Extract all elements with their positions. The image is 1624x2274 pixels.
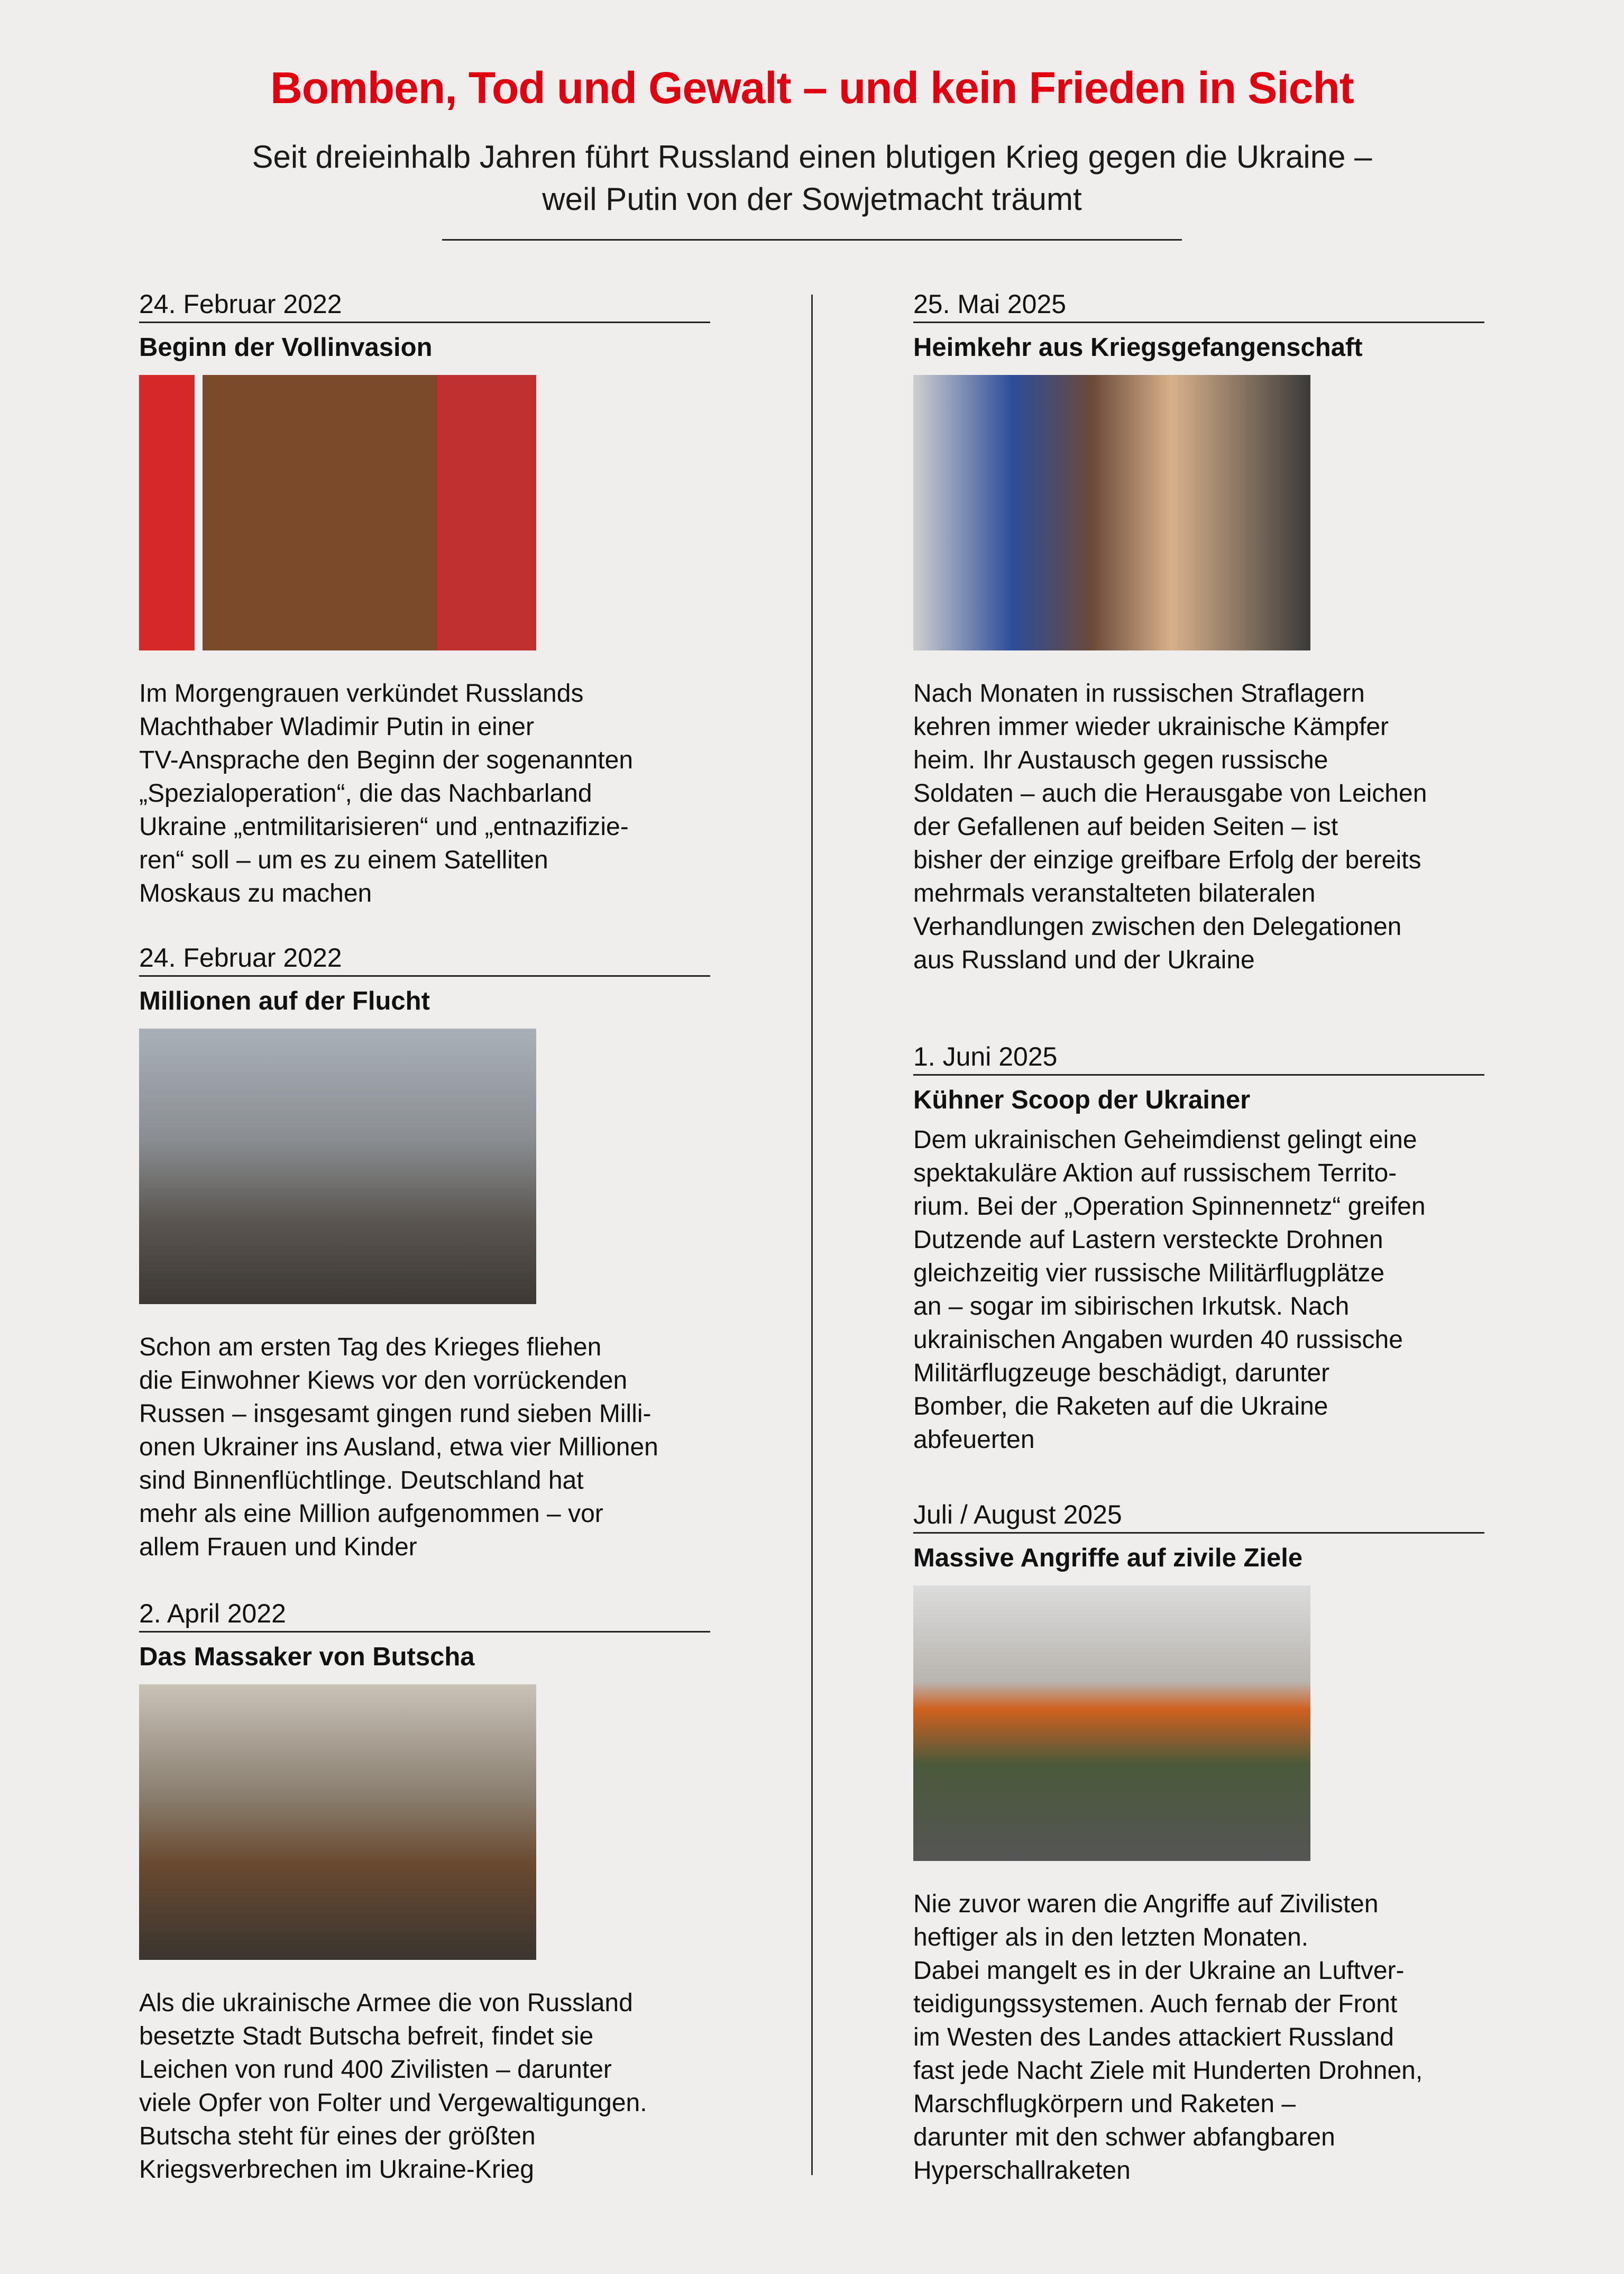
body-line: Machthaber Wladimir Putin in einer: [139, 713, 534, 741]
body-line: besetzte Stadt Butscha befreit, findet sie: [139, 2022, 594, 2050]
body-line: Schon am ersten Tag des Krieges fliehen: [139, 1333, 602, 1361]
body-line: Kriegsverbrechen im Ukraine-Krieg: [139, 2156, 534, 2184]
subtitle-line-2: weil Putin von der Sowjetmacht träumt: [542, 181, 1082, 217]
entry-rule: [913, 1532, 1484, 1534]
body-line: viele Opfer von Folter und Vergewaltigungen.: [139, 2089, 647, 2117]
entry-body: [913, 677, 1484, 977]
body-line: heftiger als in den letzten Monaten.: [913, 1923, 1309, 1951]
body-line: darunter mit den schwer abfangbaren: [913, 2123, 1335, 2151]
entry-rule: [139, 975, 710, 977]
timeline-entry: [139, 289, 710, 910]
body-line: heim. Ihr Austausch gegen russische: [913, 746, 1328, 774]
body-line: Russen – insgesamt gingen rund sieben Milli-: [139, 1400, 652, 1428]
body-line: Im Morgengrauen verkündet Russlands: [139, 680, 584, 708]
entry-date: 1. Juni 2025: [913, 1042, 1058, 1071]
timeline-entry: [139, 942, 710, 1564]
entry-body: [139, 1331, 710, 1564]
burning-building-photo: [913, 1585, 1310, 1861]
body-line: fast jede Nacht Ziele mit Hunderten Drohnen,: [913, 2057, 1423, 2085]
entry-date: 2. April 2022: [139, 1599, 286, 1628]
body-line: Hyperschallraketen: [913, 2157, 1131, 2185]
body-line: ren“ soll – um es zu einem Satelliten: [139, 846, 548, 874]
body-line: Nach Monaten in russischen Straflagern: [913, 680, 1365, 708]
subtitle-line-1: Seit dreieinhalb Jahren führt Russland einen blutigen Krieg gegen die Ukraine –: [252, 139, 1372, 175]
body-line: Moskaus zu machen: [139, 879, 372, 907]
page-title: Bomben, Tod und Gewalt – und kein Frieden in Sicht: [270, 63, 1354, 113]
body-line: die Einwohner Kiews vor den vorrückenden: [139, 1367, 628, 1395]
body-line: ukrainischen Angaben wurden 40 russische: [913, 1326, 1403, 1354]
entry-date: 24. Februar 2022: [139, 289, 342, 319]
body-line: Nie zuvor waren die Angriffe auf Zivilisten: [913, 1890, 1379, 1918]
body-line: Bomber, die Raketen auf die Ukraine: [913, 1392, 1328, 1420]
body-line: der Gefallenen auf beiden Seiten – ist: [913, 813, 1338, 841]
body-line: bisher der einzige greifbare Erfolg der bereits: [913, 846, 1421, 874]
timeline-entry: [913, 289, 1484, 977]
timeline-entry: [913, 1499, 1484, 2187]
body-line: Dutzende auf Lastern versteckte Drohnen: [913, 1226, 1383, 1254]
body-line: abfeuerten: [913, 1426, 1035, 1454]
entry-heading: Millionen auf der Flucht: [139, 987, 430, 1015]
entry-date: 24. Februar 2022: [139, 943, 342, 973]
body-line: im Westen des Landes attackiert Russland: [913, 2023, 1394, 2051]
entry-heading: Massive Angriffe auf zivile Ziele: [913, 1544, 1303, 1572]
entry-rule: [913, 322, 1484, 323]
entry-heading: Kühner Scoop der Ukrainer: [913, 1086, 1251, 1114]
entry-rule: [139, 1631, 710, 1633]
body-line: Leichen von rund 400 Zivilisten – darunter: [139, 2056, 612, 2084]
body-line: TV-Ansprache den Beginn der sogenannten: [139, 746, 634, 774]
body-line: rium. Bei der „Operation Spinnennetz“ greifen: [913, 1193, 1426, 1221]
entry-rule: [913, 1074, 1484, 1076]
body-line: kehren immer wieder ukrainische Kämpfer: [913, 713, 1389, 741]
body-line: mehrmals veranstalteten bilateralen: [913, 879, 1316, 907]
entry-rule: [139, 322, 710, 323]
body-line: teidigungssystemen. Auch fernab der Front: [913, 1990, 1398, 2018]
body-line: gleichzeitig vier russische Militärflugplätze: [913, 1259, 1385, 1287]
column-divider: [811, 295, 813, 2175]
entry-body: [913, 1887, 1484, 2187]
entry-body: [139, 1986, 710, 2186]
body-line: aus Russland und der Ukraine: [913, 946, 1255, 974]
body-line: Dem ukrainischen Geheimdienst gelingt eine: [913, 1126, 1417, 1154]
timeline-entry: [913, 1041, 1484, 1456]
body-line: allem Frauen und Kinder: [139, 1533, 417, 1561]
timeline-entry: [139, 1598, 710, 2186]
body-line: Verhandlungen zwischen den Delegationen: [913, 913, 1402, 941]
body-line: Dabei mangelt es in der Ukraine an Luftver-: [913, 1957, 1405, 1985]
body-line: Militärflugzeuge beschädigt, darunter: [913, 1359, 1330, 1387]
entry-body: [139, 677, 710, 910]
body-line: mehr als eine Million aufgenommen – vor: [139, 1500, 603, 1528]
entry-heading: Heimkehr aus Kriegsgefangenschaft: [913, 333, 1363, 362]
entry-date: Juli / August 2025: [913, 1500, 1122, 1529]
kyiv-traffic-photo: [139, 1029, 536, 1304]
body-line: Als die ukrainische Armee die von Russland: [139, 1989, 633, 2017]
body-line: Butscha steht für eines der größten: [139, 2122, 536, 2150]
entry-date: 25. Mai 2025: [913, 289, 1067, 319]
prisoner-reunion-photo: [913, 375, 1310, 650]
header-divider: [442, 239, 1182, 241]
body-line: an – sogar im sibirischen Irkutsk. Nach: [913, 1292, 1350, 1321]
entry-heading: Das Massaker von Butscha: [139, 1643, 475, 1671]
body-line: Marschflugkörpern und Raketen –: [913, 2090, 1296, 2118]
bucha-destroyed-tanks-photo: [139, 1684, 536, 1960]
entry-body: [913, 1123, 1484, 1456]
entry-heading: Beginn der Vollinvasion: [139, 333, 433, 362]
body-line: Soldaten – auch die Herausgabe von Leichen: [913, 780, 1427, 808]
body-line: „Spezialoperation“, die das Nachbarland: [139, 780, 592, 808]
body-line: sind Binnenflüchtlinge. Deutschland hat: [139, 1466, 584, 1494]
body-line: onen Ukrainer ins Ausland, etwa vier Millionen: [139, 1433, 658, 1461]
putin-speech-photo: [139, 375, 536, 650]
body-line: spektakuläre Aktion auf russischem Territo-: [913, 1159, 1397, 1187]
body-line: Ukraine „entmilitarisieren“ und „entnazifizie-: [139, 813, 629, 841]
